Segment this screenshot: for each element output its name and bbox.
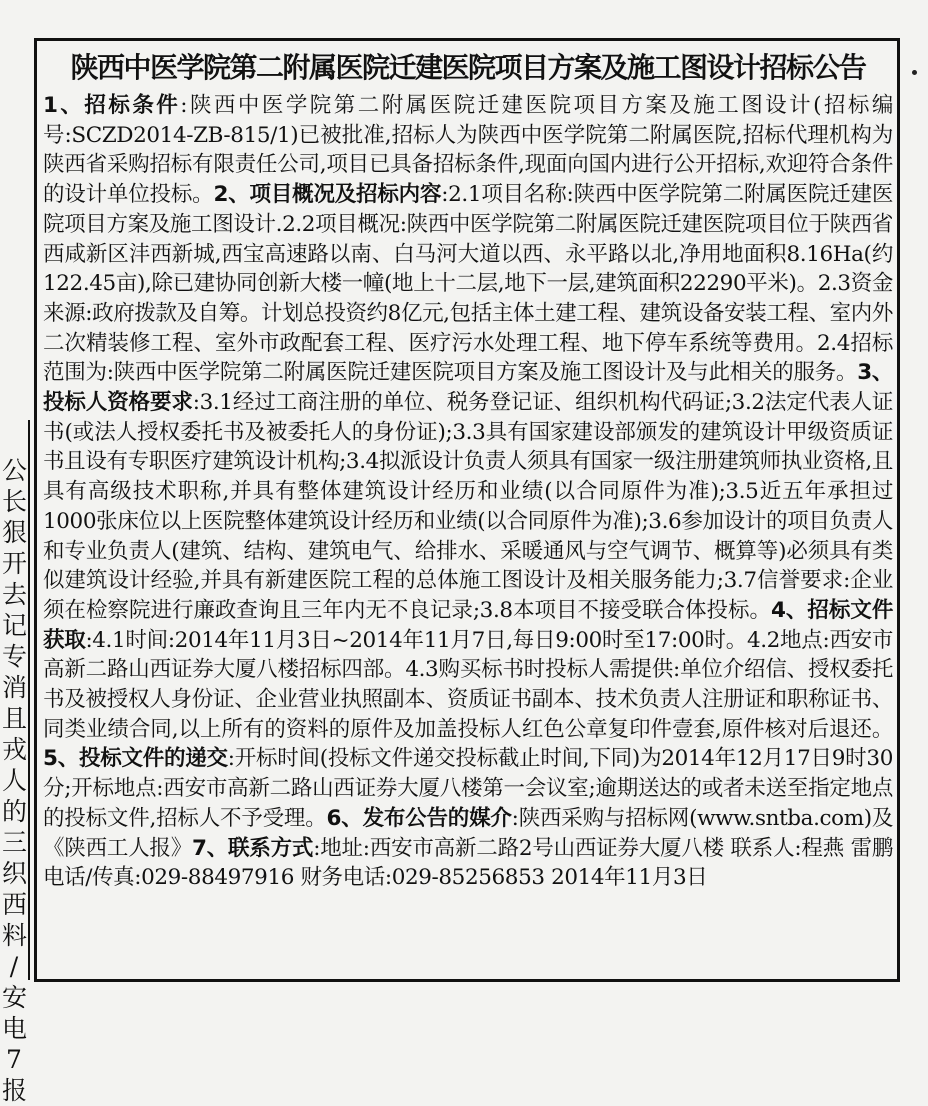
section-text: :开标时间(投标文件递交投标截止时间,下同)为2014年12月17日9时30分;开标地点:西安市高新二路山西证券大厦八楼第一会议室;逾期送达的或者未送至指定地点的投标文件,招标人不予受理。 (43, 746, 893, 831)
section-text: :4.1时间:2014年11月3日~2014年11月7日,每日9:00时至17:00时。4.2地点:西安市高新二路山西证券大厦八楼招标四部。4.3购买标书时投标人需提供:单位介绍信、授权委托书及被授权人身份证、企业营业执照副本、资质证书副本、技术负责人注册证和职称证书、同类业绩合同,以上所有的资料的原件及加盖投标人红色公章复印件壹套,原件核对后退还。 (43, 627, 893, 742)
section-heading: 7、联系方式 (192, 835, 314, 861)
section-heading: 4、招标文件获取 (43, 597, 894, 653)
section-text: :2.1项目名称:陕西中医学院第二附属医院迁建医院项目方案及施工图设计.2.2项目概况:陕西中医学院第二附属医院迁建医院项目位于陕西省西咸新区沣西新城,西宝高速路以南、白马河大道以西、永平路以北,净用地面积8.16Ha(约122.45亩),除已建协同创新大楼一幢(地上十二层,地下一层,建筑面积22290平米)。2.3资金来源:政府拨款及自筹。计划总投资约8亿元,包括主体土建工程、建筑设备安装工程、室内外二次精装修工程、室外市政配套工程、医疗污水处理工程、地下停车系统等费用。2.4招标范围为:陕西中医学院第二附属医院迁建医院项目方案及施工图设计及与此相关的服务。 (43, 182, 893, 386)
announcement-title: 陕西中医学院第二附属医院迁建医院项目方案及施工图设计招标公告 (70, 51, 866, 84)
print-speck (912, 70, 917, 75)
section-text: :陕西采购与招标网(www.sntba.com)及《陕西工人报》 (43, 805, 893, 861)
tender-announcement (34, 38, 900, 982)
adjacent-column-text: 公 长 狠 开 去 记 专 消 且 戎 人 的 三 织 西 料 / 安 电 7 报 (2, 456, 28, 1105)
section-text: :3.1经过工商注册的单位、税务登记证、组织机构代码证;3.2法定代表人证书(或法人授权委托书及被委托人的身份证);3.3具有国家建设部颁发的建筑设计甲级资质证书且设有专职医疗建筑设计机构;3.4拟派设计负责人须具有国家一级注册建筑师执业资格,且具有高级技术职称,并具有整体建筑设计经历和业绩(以合同原件为准);3.5近五年承担过1000张床位以上医院整体建筑设计经历和业绩(以合同原件为准);3.6参加设计的项目负责人和专业负责人(建筑、结构、建筑电气、给排水、采暖通风与空气调节、概算等)必须具有类似建筑设计经验,并具有新建医院工程的总体施工图设计及相关服务能力;3.7信誉要求:企业须在检察院进行廉政查询且三年内无不良记录;3.8本项目不接受联合体投标。 (43, 390, 894, 623)
section-heading: 6、发布公告的媒介 (326, 805, 512, 831)
announcement-body (43, 91, 893, 893)
section-text: :地址:西安市高新二路2号山西证券大厦八楼 联系人:程燕 雷鹏 电话/传真:029-88497916 财务电话:029-85256853 2014年11月3日 (43, 835, 893, 891)
section-heading: 3、投标人资格要求 (43, 360, 893, 416)
section-heading: 5、投标文件的递交 (43, 746, 228, 772)
section-heading: 2、项目概况及招标内容 (213, 182, 442, 208)
section-text: :陕西中医学院第二附属医院迁建医院项目方案及施工图设计(招标编号:SCZD2014-ZB-815/1)已被批准,招标人为陕西中医学院第二附属医院,招标代理机构为陕西省采购招标有限责任公司,项目已具备招标条件,现面向国内进行公开招标,欢迎符合条件的设计单位投标。 (43, 93, 893, 208)
section-heading: 1、招标条件 (43, 93, 181, 118)
